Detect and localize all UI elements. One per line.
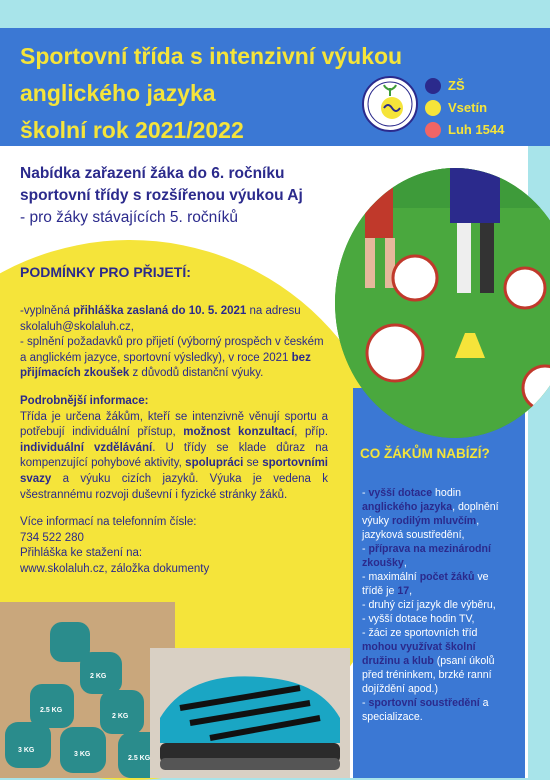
text: , — [403, 557, 407, 569]
conditions-body — [20, 304, 328, 590]
weight-label: 2.5 KG — [40, 707, 63, 714]
offer-heading — [20, 163, 340, 229]
shoe-photo — [150, 648, 350, 778]
title-line: školní rok 2021/2022 — [20, 117, 244, 143]
text: a specializace. — [362, 697, 489, 723]
website-link[interactable]: www.skolaluh.cz, záložka dokumenty — [20, 562, 210, 575]
text: příprava na mezinárodní zkoušky — [362, 543, 491, 569]
school-logo — [362, 76, 418, 132]
list-item — [362, 542, 512, 570]
text: Přihláška ke stažení na: — [20, 547, 143, 560]
text: hodin — [432, 487, 461, 499]
list-item: - druhý cizí jazyk dle výběru, — [362, 599, 496, 611]
offer-line: Nabídka zařazení žáka do 6. ročníku — [20, 165, 285, 182]
weight-label: 3 KG — [18, 747, 35, 754]
dumbbells-photo — [0, 602, 175, 778]
list-item — [362, 696, 512, 724]
text: Třída je určena žákům, kteří se intenzivně věnují sportu a potřebují individuální přístup, — [20, 410, 328, 439]
text: a výuku cizích jazyků. Výuka je vedena k všestrannému rozvoji duševní i fyzické stránky žáků. — [20, 472, 328, 501]
text: - splnění požadavků pro přijetí (výborný prospěch v českém a anglickém jazyce, sportovní výsledky), v roce 2021 — [20, 336, 324, 364]
text: - — [362, 697, 369, 709]
list-item — [362, 626, 512, 696]
title-line: Sportovní třída s intenzivní výukou — [20, 43, 403, 69]
list-item — [362, 570, 512, 598]
offer-line: - pro žáky stávajících 5. ročníků — [20, 209, 238, 226]
logo-emblem-icon — [366, 80, 414, 128]
list-item — [362, 486, 512, 542]
info-title: Podrobnější informace: — [20, 394, 149, 407]
offers-list — [362, 486, 512, 724]
text: , — [409, 585, 413, 597]
running-shoe-icon — [150, 648, 350, 778]
text: bez přijímacích zkoušek — [20, 351, 311, 380]
color-dot-yellow — [425, 100, 441, 116]
conditions-title: PODMÍNKY PRO PŘIJETÍ: — [20, 264, 191, 280]
text: rodilým mluvčím — [392, 515, 477, 527]
dumbbells-icon — [0, 602, 175, 778]
text: - maximální — [362, 571, 420, 583]
school-line: ZŠ — [448, 78, 465, 93]
offer-line: sportovní třídy s rozšířenou výukou Aj — [20, 187, 303, 204]
text: anglického jazyka — [362, 501, 453, 513]
text: sportovními svazy — [20, 457, 328, 485]
top-band — [0, 0, 550, 28]
text: -vyplněná — [20, 305, 74, 317]
text: , jazyková soustředění, — [362, 515, 480, 541]
text: vyšší dotace — [368, 487, 433, 499]
color-dot-navy — [425, 78, 441, 94]
text: - žáci ze sportovních tříd — [362, 627, 478, 639]
text: individuální vzdělávání — [20, 441, 153, 454]
text: spolupráci — [185, 457, 244, 470]
list-item: - vyšší dotace hodin TV, — [362, 613, 475, 625]
text: počet žáků — [419, 571, 475, 583]
contact-paragraph — [20, 515, 328, 577]
weight-label: 2 KG — [112, 713, 129, 720]
text: ve třídě je — [362, 571, 489, 597]
text: - — [362, 487, 369, 499]
weight-label: 2.5 KG — [128, 755, 151, 762]
offers-title: CO ŽÁKŮM NABÍZÍ? — [360, 446, 490, 461]
text: Více informací na telefonním čísle: — [20, 516, 197, 529]
weight-label: 2 KG — [90, 673, 107, 680]
text: 17 — [397, 585, 410, 597]
school-line: Luh 1544 — [448, 122, 505, 137]
text: z důvodů distanční výuky. — [129, 367, 264, 380]
text: , příp. — [294, 426, 329, 439]
text: sportovní soustředění — [368, 697, 480, 709]
conditions-paragraph — [20, 304, 328, 382]
school-line: Vsetín — [448, 100, 488, 115]
text: (psaní úkolů před tréninkem, brzké ranní dojíždění apod.) — [362, 655, 495, 695]
text: na adresu skolaluh@skolaluh.cz, — [20, 305, 301, 333]
text: mohou využívat školní družinu a klub — [362, 641, 476, 667]
title-line: anglického jazyka — [20, 80, 216, 106]
text: , doplnění výuky — [362, 501, 499, 527]
text: . U třídy se klade důraz na kompenzující pohybové aktivity, — [20, 441, 328, 470]
info-paragraph — [20, 394, 328, 503]
text: - — [362, 543, 369, 555]
page-title — [20, 38, 403, 149]
text: přihláška zaslaná do 10. 5. 2021 — [73, 305, 247, 317]
weight-label: 3 KG — [74, 751, 91, 758]
phone-number[interactable]: 734 522 280 — [20, 531, 84, 544]
color-dot-red — [425, 122, 441, 138]
text: se — [243, 457, 263, 470]
text: možnost konzultací — [183, 426, 295, 439]
